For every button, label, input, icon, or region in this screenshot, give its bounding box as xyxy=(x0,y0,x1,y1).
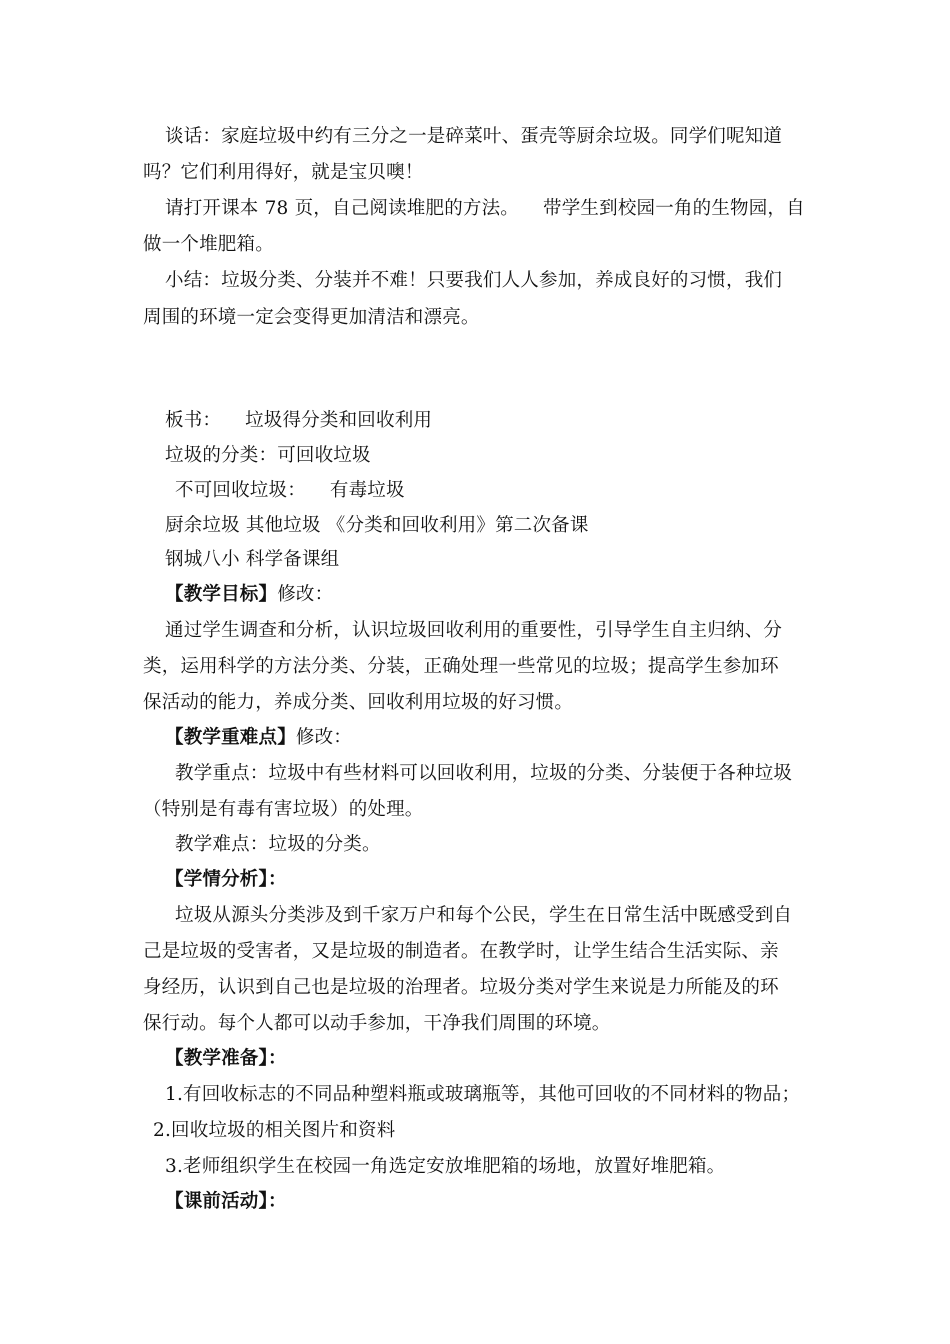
talk-line-1: 谈话：家庭垃圾中约有三分之一是碎菜叶、蛋壳等厨余垃圾。同学们呢知道 xyxy=(165,126,783,147)
keypoints-line-2: （特别是有毒有害垃圾）的处理。 xyxy=(143,799,424,820)
keypoints-heading-suffix: 修改： xyxy=(295,727,353,748)
prep-heading: 【教学准备】： xyxy=(165,1048,287,1069)
board-line-5: 钢城八小 科学备课组 xyxy=(165,549,340,570)
analysis-heading: 【学情分析】： xyxy=(165,869,287,890)
prep-item-2: 2.回收垃圾的相关图片和资料 xyxy=(153,1120,396,1141)
board-label: 板书： xyxy=(165,410,222,431)
open-book-line-1 xyxy=(165,197,805,221)
keypoints-line-1: 教学重点：垃圾中有些材料可以回收利用，垃圾的分类、分装便于各种垃圾 xyxy=(175,763,793,784)
analysis-line-4: 保行动。每个人都可以动手参加，干净我们周围的环境。 xyxy=(143,1013,611,1034)
toxic-label: 有毒垃圾 xyxy=(329,480,405,501)
keypoints-heading-bracket: 【教学重难点】 xyxy=(165,727,296,748)
goals-heading-bracket: 【教学目标】 xyxy=(165,584,278,605)
open-book-line-2: 做一个堆肥箱。 xyxy=(143,234,274,255)
board-line-3 xyxy=(175,479,405,503)
goals-heading xyxy=(165,583,333,607)
activity-heading: 【课前活动】： xyxy=(165,1191,287,1212)
non-recyclable-label: 不可回收垃圾： xyxy=(175,480,306,501)
board-title-line xyxy=(165,409,432,433)
analysis-line-2: 己是垃圾的受害者，又是垃圾的制造者。在教学时，让学生结合生活实际、亲 xyxy=(143,941,779,962)
goals-line-2: 类，运用科学的方法分类、分装，正确处理一些常见的垃圾；提高学生参加环 xyxy=(143,656,779,677)
goals-line-3: 保活动的能力，养成分类、回收利用垃圾的好习惯。 xyxy=(143,692,574,713)
keypoints-line-3: 教学难点：垃圾的分类。 xyxy=(175,834,381,855)
board-title: 垃圾得分类和回收利用 xyxy=(245,410,433,431)
board-line-4: 厨余垃圾 其他垃圾 《分类和回收利用》第二次备课 xyxy=(165,515,589,536)
board-line-2: 垃圾的分类：可回收垃圾 xyxy=(165,445,371,466)
goals-line-1: 通过学生调查和分析，认识垃圾回收利用的重要性，引导学生自主归纳、分 xyxy=(165,620,783,641)
keypoints-heading xyxy=(165,726,352,750)
summary-line-1: 小结：垃圾分类、分装并不难！只要我们人人参加，养成良好的习惯，我们 xyxy=(165,270,783,291)
compost-task-text: 带学生到校园一角的生物园，自 xyxy=(543,198,805,219)
goals-heading-suffix: 修改： xyxy=(277,584,334,605)
summary-line-2: 周围的环境一定会变得更加清洁和漂亮。 xyxy=(143,307,480,328)
analysis-line-1: 垃圾从源头分类涉及到千家万户和每个公民，学生在日常生活中既感受到自 xyxy=(175,905,793,926)
analysis-line-3: 身经历，认识到自己也是垃圾的治理者。垃圾分类对学生来说是力所能及的环 xyxy=(143,977,779,998)
talk-line-2: 吗？它们利用得好，就是宝贝噢！ xyxy=(143,162,424,183)
prep-item-3: 3.老师组织学生在校园一角选定安放堆肥箱的场地，放置好堆肥箱。 xyxy=(165,1156,726,1177)
open-book-text: 请打开课本 78 页，自己阅读堆肥的方法。 xyxy=(165,198,520,219)
prep-item-1: 1.有回收标志的不同品种塑料瓶或玻璃瓶等，其他可回收的不同材料的物品； xyxy=(165,1084,801,1105)
